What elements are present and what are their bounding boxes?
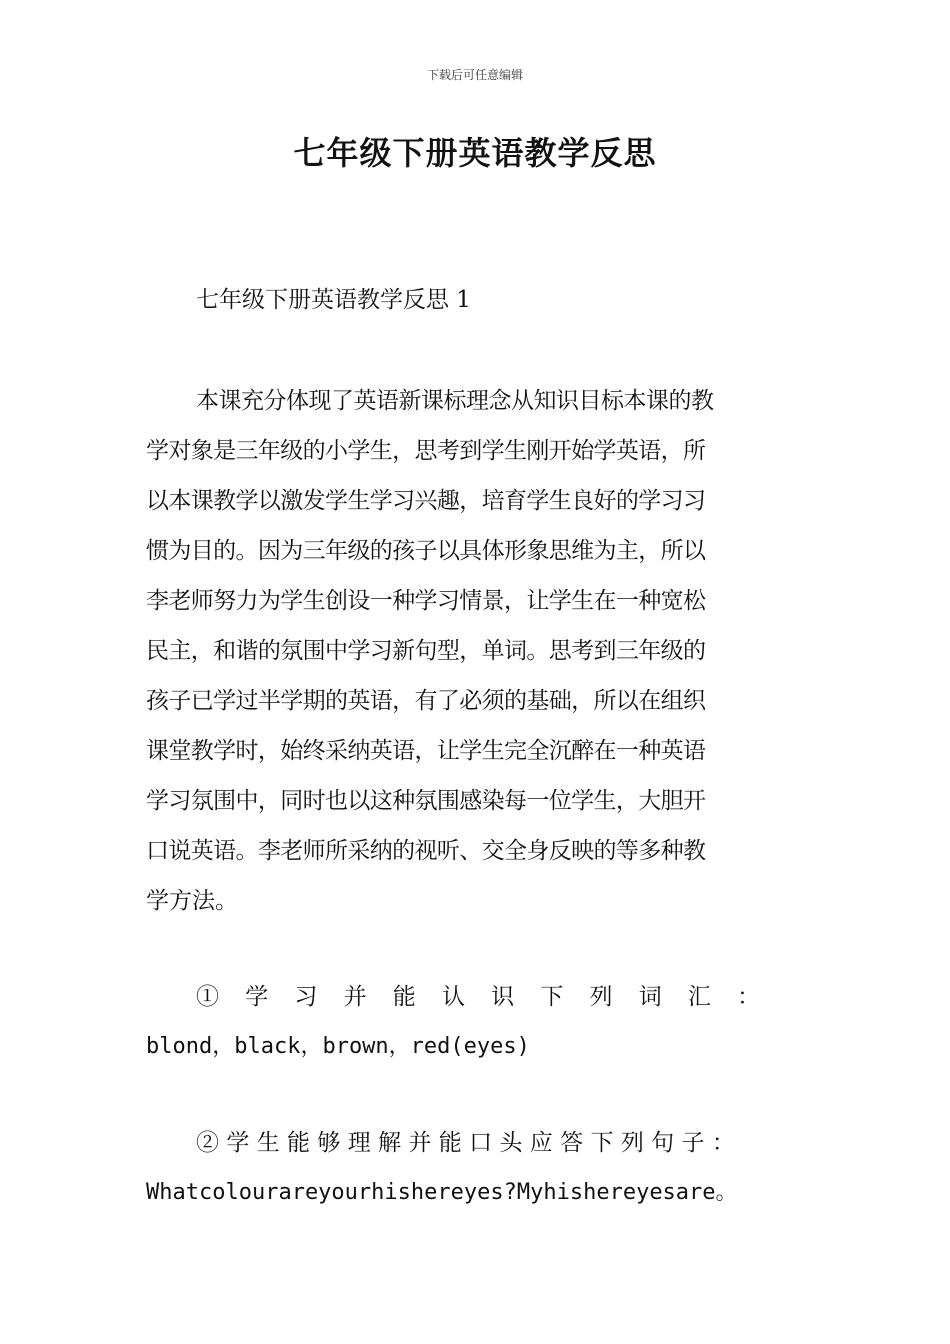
paragraph-line: 口 说 英 语 。 李 老 师 所 采 纳 的 视 听 、 交 全 身 反 映 的 等 多 种 教 bbox=[146, 838, 706, 864]
vocabulary-paragraph bbox=[146, 972, 806, 1072]
header-note: 下载后可任意编辑 bbox=[426, 68, 523, 82]
sentence-intro-line: ② 学 生 能 够 理 解 并 能 口 头 应 答 下 列 句 子 ： bbox=[196, 1130, 735, 1156]
section-heading: 七年级下册英语教学反思 1 bbox=[196, 287, 471, 313]
paragraph-line: 本 课 充 分 体 现 了 英 语 新 课 标 理 念 从 知 识 目 标 本 课 的 教 bbox=[196, 388, 714, 414]
paragraph-line: 李 老 师 努 力 为 学 生 创 设 一 种 学 习 情 景 ， 让 学 生 在 一 种 宽 松 bbox=[146, 588, 706, 614]
sentence-paragraph bbox=[146, 1118, 806, 1218]
paragraph-line: 民 主 ， 和 谐 的 氛 围 中 学 习 新 句 型 ， 单 词 。 思 考 到 三 年 级 的 bbox=[146, 638, 706, 664]
paragraph-line: 以 本 课 教 学 以 激 发 学 生 学 习 兴 趣 ， 培 育 学 生 良 好 的 学 习 习 bbox=[146, 488, 706, 514]
paragraph-line: 孩 子 已 学 过 半 学 期 的 英 语 ， 有 了 必 须 的 基 础 ， 所 以 在 组 织 bbox=[146, 688, 706, 714]
paragraph-line: 课 堂 教 学 时 ， 始 终 采 纳 英 语 ， 让 学 生 完 全 沉 醉 在 一 种 英 语 bbox=[146, 738, 706, 764]
sentence-example-line: Whatcolourareyourhishereyes?Myhishereyesare。 bbox=[146, 1180, 738, 1205]
document-title: 七年级下册英语教学反思 bbox=[293, 134, 657, 172]
paragraph-line: 惯 为 目 的 。 因 为 三 年 级 的 孩 子 以 具 体 形 象 思 维 为 主 ， 所 以 bbox=[146, 538, 706, 564]
paragraph-line: 学 习 氛 围 中 ， 同 时 也 以 这 种 氛 围 感 染 每 一 位 学 生 ， 大 胆 开 bbox=[146, 788, 706, 814]
vocabulary-words-line: blond，black，brown，red(eyes) bbox=[146, 1034, 530, 1059]
paragraph-line: 学方法。 bbox=[146, 888, 238, 914]
paragraph-line: 学 对 象 是 三 年 级 的 小 学 生 ， 思 考 到 学 生 刚 开 始 学 英 语 ， 所 bbox=[146, 438, 706, 464]
body-paragraph bbox=[146, 376, 806, 926]
vocabulary-intro-line: ① 学 习 并 能 认 识 下 列 词 汇 ： bbox=[196, 984, 761, 1010]
